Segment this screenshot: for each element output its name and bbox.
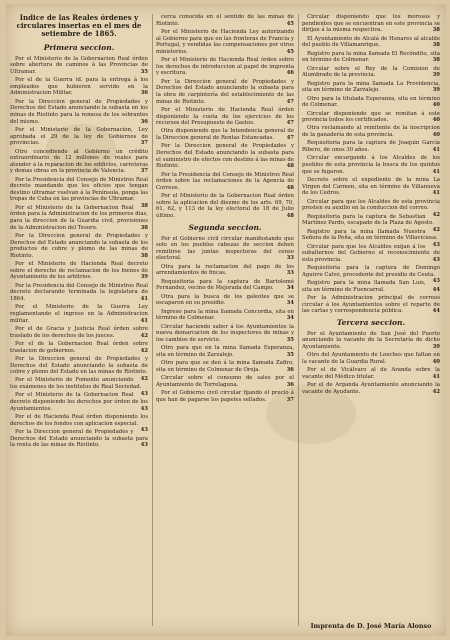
page-number: 34 (286, 300, 294, 307)
entry-text: Circular sobre el Rey de la Comision de Alumbrado de la provincia. (302, 65, 440, 79)
entry-text: Por el de la Guerra id. para la entrega á los empleados que hubieren servido en la Administracion Militar. (10, 77, 148, 97)
index-entry (156, 324, 294, 344)
page-number: 33 (286, 270, 294, 277)
column-2 (156, 14, 294, 628)
entry-text: Circular para que los Alcaldes de esta provincia presten su auxilio en la conduccion del correo. (302, 198, 440, 212)
entry-list (156, 236, 294, 404)
page-number: 44 (432, 286, 440, 293)
index-entry (302, 295, 440, 315)
index-entry (302, 367, 440, 380)
index-entry (302, 226, 440, 248)
column-rule (298, 14, 299, 626)
page-number: 41 (140, 317, 148, 324)
index-entry (302, 14, 440, 34)
entry-text: Otro para que en la mina llamada Esperanza, sita en término de Zarzalejo. (156, 345, 294, 358)
index-entry (302, 177, 440, 197)
page-number: 35 (286, 351, 294, 358)
index-entry (302, 352, 440, 365)
page-number: 43 (140, 442, 148, 449)
page-number: 44 (432, 308, 440, 315)
index-entry (10, 261, 148, 281)
index-entry (10, 392, 148, 412)
entry-text: Por la Direccion general de Propiedades y Derechos del Estado anunciando la subasta en los minas de Riotinto para la remesa de los sobrantes del mismo. (10, 98, 148, 125)
index-entry (10, 304, 148, 324)
page-number: 38 (140, 203, 148, 210)
entry-text: Requisitoria para la captura de Bartolomé Fernandez, vecino de Mejorada del Campo. (156, 278, 294, 292)
entry-text: Registro para la mina llamada El Recóndito, sita en término de Colmenar. (302, 50, 440, 64)
entry-text: Por la Direccion general de Propiedades y Derechos del Estado anunciando la subasta de cobre y plomo del Estado en las minas de Riotinto. (10, 355, 148, 376)
entry-text: Por la Direccion general de Propiedades y Derechos del Estado anunciando la subasta para la renta de las minas de Riotinto. (10, 429, 148, 449)
entry-text: Por el Ministerio de Hacienda Real órden sobre los derechos de introduccion al papel de imprenta y escritura. (156, 57, 294, 77)
page-number: 41 (432, 190, 440, 197)
page-number: 42 (432, 389, 440, 396)
entry-text: Otra para la busca de los galeotes que se escaparon en su presidio. (156, 293, 294, 307)
page-number: 37 (140, 168, 148, 175)
entry-text: Por el Ministerio de la Guerra Ley reglamentando el ingreso en la Administracion militar. (10, 304, 148, 324)
page-number: 40 (432, 359, 440, 366)
index-entry (302, 51, 440, 64)
page-number: 39 (140, 274, 148, 281)
entry-list (156, 14, 294, 220)
entry-text: Por el Gobierno civil circular fijando el precio á que han de pagarse los papeles sellados. (156, 390, 294, 403)
index-entry (10, 99, 148, 125)
index-entry (10, 205, 148, 231)
page-number: 40 (432, 102, 440, 109)
page-number: 48 (286, 163, 294, 170)
entry-text: Otra disponiendo que la Intendencia general de la Direccion general de Rentas Estancadas. (156, 128, 294, 142)
page-number: 43 (432, 278, 440, 285)
index-entry (302, 382, 440, 395)
page-number: 40 (432, 117, 440, 124)
index-entry (302, 36, 440, 49)
entry-text: Por el de la Gobernacion Real órden sobre traslacion de gobiernos. (10, 340, 148, 354)
page-number: 45 (286, 48, 294, 55)
page-number: 43 (140, 390, 148, 397)
index-entry (156, 236, 294, 262)
page-number: 41 (432, 147, 440, 154)
entry-text: Otro para que se den á la mina llamada Zafiro, sita en término de Colmenar de Oreja. (156, 360, 294, 373)
page-number: 47 (286, 120, 294, 127)
index-entry (10, 355, 148, 382)
page-number: 41 (140, 295, 148, 302)
entry-text: Circular sobre el consumo de sales por el Ayuntamiento de Torrelaguna. (156, 375, 294, 388)
page-number: 47 (286, 135, 294, 142)
page-number: 36 (140, 118, 148, 125)
page-number: 35 (140, 68, 148, 75)
entry-text: Circular disponiendo que los morosos y pendientes que se encuentran en este provincia se dirijan á la misma respectiva. (302, 14, 440, 34)
index-entry (10, 326, 148, 339)
index-entry (156, 172, 294, 192)
entry-text: Por el de Hacienda Real órden disponiendo los derechos de los fondos con aplicacion especial. (10, 414, 148, 427)
index-entry (156, 360, 294, 373)
entry-text: Registro para la mina llamada La Providencia, sita en término de Zarzalejo. (302, 80, 440, 94)
page-number: 43 (432, 256, 440, 263)
entry-text: Requisitoria para la captura de Sebastian Martínez Pardo, escapado de la Plaza de Agosto. (302, 213, 434, 227)
page-number: 47 (286, 98, 294, 105)
entry-text: Otra para la reclamacion del pago de los arrendamientos de fincas. (156, 263, 294, 277)
page-number: 36 (140, 90, 148, 97)
index-entry (156, 375, 294, 388)
entry-list (10, 56, 148, 449)
page-number: 34 (286, 315, 294, 322)
entry-list (302, 14, 440, 315)
entry-text: Por el Ministerio de Hacienda Real órden disponiendo la cuota de los ejercicios de los recursos del Presupuesto de Gastos. (156, 106, 294, 127)
entry-text: El Ayuntamiento de Alcalá de Henares al alcalde del pueblo de Villamanrique. (302, 35, 440, 49)
entry-text: Requisitoria para la captura de Joaquin García Ribero, de unos 30 años. (302, 140, 440, 154)
index-entry (302, 241, 440, 264)
page-number: 38 (140, 252, 148, 259)
page-number: 38 (432, 27, 440, 34)
page-number: 48 (286, 184, 294, 191)
index-entry (156, 107, 294, 127)
column-1 (10, 14, 148, 628)
index-entry (156, 264, 294, 277)
index-entry (10, 77, 148, 97)
page-number: 43 (140, 427, 148, 434)
entry-text: Decreto sobre el expediente de la mina La Virgen del Carmen, sita en término de Villanueva de los Cedros. (302, 177, 440, 197)
index-entry (302, 125, 440, 138)
page-number: 38 (140, 224, 148, 231)
index-entry (156, 57, 294, 77)
entry-text: Por la Administracion principal de correos circular á los Ayuntamientos sobre el reparto de las cartas y correspondencia pública. (302, 295, 440, 315)
page-number: 38 (432, 42, 440, 49)
index-entry (10, 56, 148, 76)
entry-text: Ingreso para la mina llamada Concordia, sita en término de Colmenar. (156, 308, 294, 322)
page-number: 41 (432, 168, 440, 175)
page-number: 33 (286, 255, 294, 262)
page-number: 34 (286, 285, 294, 292)
entry-text: Por el Ministerio de la Gobernacion Real órden sobre abertura de caminos á las Provincias de Ultramar. (10, 55, 148, 75)
index-entry (156, 14, 294, 27)
entry-text: Por la Direccion general de Propiedades y Derechos del Estado anunciando la subasta para la obra de carpintería del establecimiento de las minas de Riotinto. (156, 78, 294, 105)
column-rule (152, 14, 153, 626)
entry-text: Por el de Vicálvaro al de Aranda sobre la vacante del Médico titular. (302, 367, 440, 381)
section-title-segunda: Segunda seccion. (188, 222, 262, 232)
entry-text: Registro para la mina llamada Nuestra Señora de la Peña, sita en término de Villaviciosa. (302, 228, 438, 242)
page-number: 48 (286, 213, 294, 219)
section-title-primera: Primera seccion. (43, 42, 115, 52)
page-number: 40 (432, 132, 440, 139)
page-number: 39 (432, 344, 440, 351)
page-number: 42 (140, 347, 148, 354)
page-number: 39 (432, 72, 440, 79)
entry-text: Por la Presidencia del Consejo de Ministros Real decreto declarando terminada la legislatura de 1864. (10, 282, 148, 302)
index-entry (10, 233, 148, 259)
column-3 (302, 14, 440, 608)
entry-text: Circular encargando á los Alcaldes de los pueblos de esta provincia la busca de los quintos que se fugaron. (302, 155, 440, 175)
page-number: 43 (432, 241, 440, 248)
index-entry (10, 283, 148, 303)
index-entry (156, 345, 294, 358)
page-number: 39 (432, 87, 440, 94)
entry-text: Circular para que los Alcaldes exijan á los subalternos del Gobierno el reconocimiento de esta provincia. (302, 243, 440, 263)
index-entry (302, 66, 440, 79)
entry-text: cerca conocida en el sentido de las minas de Riotinto. (156, 14, 294, 27)
index-entry (302, 280, 440, 293)
index-entry (302, 198, 440, 218)
index-title: Indice de las Reales órdenes y circulares insertas en el mes de setiembre de 1865. (16, 14, 142, 39)
index-entry (302, 96, 440, 109)
page-number: 38 (432, 57, 440, 64)
page-number: 42 (140, 375, 148, 382)
index-entry (156, 294, 294, 307)
index-entry (302, 81, 440, 94)
entry-text: Por el Ministerio de la Gobernacion, Ley aprobada el 29 de la ley de Gobiernos de provincias. (10, 126, 148, 147)
entry-text: Circular haciendo saber á los Ayuntamientos la nueva demarcacion de los inspectores de minas y los cambios de servicio. (156, 323, 294, 343)
index-entry (156, 128, 294, 141)
index-entry (302, 111, 440, 124)
index-entry (156, 309, 294, 322)
page-number: 46 (286, 70, 294, 77)
entry-text: Por la Direccion general de Propiedades y Derechos del Estado anunciando la subasta para el suministro de efectos con destino á las minas de Riotinto. (156, 143, 294, 170)
page-number: 35 (286, 336, 294, 343)
entry-text: Por el Ministerio de Fomento anunciando los exámenes de los institutos de Real Sociedad. (10, 377, 142, 391)
index-entry (302, 211, 440, 233)
page-number: 37 (286, 396, 294, 403)
index-entry (10, 127, 148, 147)
page-number: 42 (432, 211, 440, 218)
entry-text: Por el de Arganda Ayuntamiento anunciando la vacante de Ayudante. (302, 382, 440, 396)
entry-text: Por el Ayuntamiento de San José del Puerto anunciando la vacante de la Secretaría de dicho Ayuntamiento. (302, 330, 440, 351)
index-entry (10, 341, 148, 354)
index-entry (156, 79, 294, 105)
page-number: 42 (432, 226, 440, 233)
page-number: 43 (140, 405, 148, 412)
index-entry (156, 143, 294, 169)
index-entry (302, 265, 440, 285)
page-number: 41 (432, 374, 440, 381)
newspaper-page (6, 4, 446, 636)
entry-text: Circular disponiendo que se remitan á este provincia todos los certificados. (302, 110, 440, 124)
index-entry (10, 149, 148, 175)
page-number: 37 (140, 140, 148, 147)
page-number: 45 (286, 20, 294, 27)
index-entry (156, 193, 294, 219)
entry-text: Otro para la titulada Esperanza, sita en término de Colmenar. (302, 95, 440, 109)
index-entry (10, 429, 148, 449)
entry-text: Por la Direccion general de Propiedades y Derechos del Estado anunciando la subasta de los productos de cobre y plomo de las minas de Riotinto. (10, 233, 148, 259)
index-entry (10, 377, 148, 397)
section-title-tercera: Tercera seccion. (336, 317, 406, 327)
entry-text: Registro para la mina llamada San Luis, sita en término de Fuencarral. (302, 280, 426, 293)
index-entry (10, 176, 148, 210)
entry-text: Por el Ministerio de la Gobernacion Real órden para la Administracion de los primeros dias, para la direccion de la Guardia civil, provisiones de la Administracion del Tesoro. (10, 204, 148, 231)
index-entry (10, 414, 148, 434)
entry-text: Por el Ministerio de la Gobernacion Real órden sobre la aplicacion del diezmo de los arts. 69, 70, 61, 62, y 113 de la ley electoral de 18 de Julio último. (156, 193, 294, 219)
entry-text: Por el de Gracia y Justicia Real órden sobre traslado de los derechos de los jueces. (10, 325, 148, 339)
entry-text: Otra reclamando al remitente de la inscripcion de la ganadería de esta provincia. (302, 125, 440, 139)
page-number: 42 (140, 332, 148, 339)
index-entry (302, 331, 440, 351)
entry-text: Por el Ministerio de Hacienda Ley autorizando al Gobierno para que en las fronteras de Francia y Portugal, y vendidas las compensaciones por otros ministerios. (156, 28, 294, 55)
index-entry (156, 279, 294, 292)
page-number: 36 (286, 366, 294, 373)
entry-list (302, 331, 440, 396)
entry-text: Por el Gobierno civil circular manifestando que solo en los pueblos cabezas de seccion deben remitirse las juntas inspectoras del censo electoral. (156, 235, 294, 262)
imprint-line: Imprenta de D. José María Alonso (310, 621, 432, 630)
index-entry (302, 140, 440, 153)
index-entry (302, 155, 440, 175)
entry-text: Otro concediendo al Gobierno un crédito extraordinario de 12 millones de reales para atender á la reparacion de los edificios, carreteras y demas obras en la provincia de Valencia. (10, 148, 148, 175)
entry-text: Otro del Ayuntamiento de Loeches que faltan en la vacante de la Guardia Rural. (302, 352, 440, 366)
entry-text: Por el Ministerio de la Gobernacion Real decreto disponiendo los derechos por órden de los Ayuntamientos. (10, 392, 148, 412)
entry-text: Por la Presidencia del Consejo de Ministros Real órden sobre las reclamaciones de la Agencia de Correos. (156, 171, 294, 191)
entry-text: Requisitoria para la captura de Domingo Aguirre Calvo, procedente del presidio de Ceuta. (302, 265, 440, 278)
index-entry (156, 390, 294, 403)
page-number: 36 (286, 381, 294, 388)
entry-text: Por el Ministerio de Hacienda Real decreto sobre el derecho de reclamacion de los bienes de Ayuntamiento de los arbitrios. (10, 261, 148, 281)
entry-text: Por la Presidencia del Consejo de Ministros Real decreto mandando que los oficios que tengan destino ultramar vuelvan á la Península, ponga las tropas de Cuba en las provincias de Ultramar. (10, 176, 148, 203)
index-entry (156, 29, 294, 55)
